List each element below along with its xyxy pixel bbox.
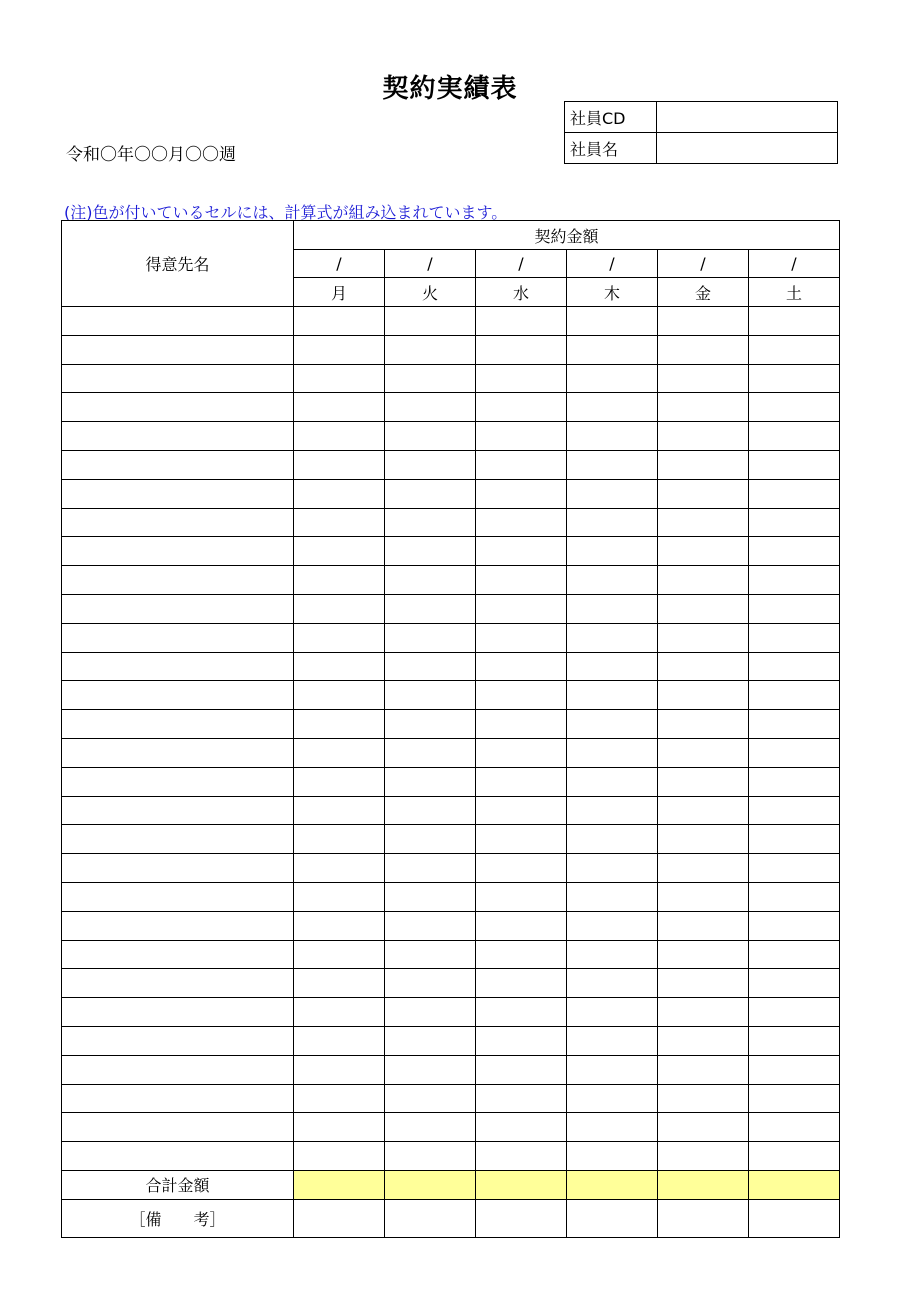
amount-cell[interactable] [749, 1055, 840, 1084]
amount-cell[interactable] [385, 393, 476, 422]
amount-cell[interactable] [749, 1142, 840, 1171]
amount-cell[interactable] [385, 537, 476, 566]
amount-cell[interactable] [658, 422, 749, 451]
amount-cell[interactable] [294, 537, 385, 566]
amount-cell[interactable] [476, 623, 567, 652]
client-name-cell[interactable] [62, 854, 294, 883]
table-row [62, 508, 840, 537]
amount-cell[interactable] [294, 508, 385, 537]
client-name-cell[interactable] [62, 364, 294, 393]
amount-cell[interactable] [476, 940, 567, 969]
date-cell[interactable]: / [294, 250, 385, 278]
amount-cell[interactable] [567, 911, 658, 940]
table-row [62, 307, 840, 336]
amount-cell[interactable] [294, 594, 385, 623]
amount-cell[interactable] [567, 825, 658, 854]
client-name-cell[interactable] [62, 1055, 294, 1084]
amount-cell[interactable] [749, 393, 840, 422]
amount-cell[interactable] [658, 307, 749, 336]
amount-cell[interactable] [476, 652, 567, 681]
amount-cell[interactable] [658, 450, 749, 479]
table-row [62, 940, 840, 969]
amount-cell[interactable] [749, 825, 840, 854]
total-row [62, 1170, 840, 1199]
client-name-cell[interactable] [62, 969, 294, 998]
amount-cell[interactable] [567, 307, 658, 336]
amount-cell[interactable] [658, 1142, 749, 1171]
client-name-cell[interactable] [62, 479, 294, 508]
amount-cell[interactable] [749, 969, 840, 998]
table-row [62, 479, 840, 508]
amount-cell[interactable] [476, 537, 567, 566]
amount-cell[interactable] [749, 422, 840, 451]
amount-cell[interactable] [567, 767, 658, 796]
client-name-cell[interactable] [62, 566, 294, 595]
table-row [62, 681, 840, 710]
contract-table [61, 220, 840, 1238]
amount-cell[interactable] [385, 450, 476, 479]
table-row [62, 767, 840, 796]
client-name-cell[interactable] [62, 796, 294, 825]
client-name-cell[interactable] [62, 1113, 294, 1142]
amount-cell[interactable] [385, 767, 476, 796]
amount-cell[interactable] [294, 825, 385, 854]
amount-cell[interactable] [567, 998, 658, 1027]
total-label: 合計金額 [62, 1170, 294, 1199]
amount-cell[interactable] [658, 825, 749, 854]
amount-cell[interactable] [294, 998, 385, 1027]
table-row [62, 335, 840, 364]
amount-cell[interactable] [476, 1113, 567, 1142]
amount-cell[interactable] [476, 767, 567, 796]
amount-cell[interactable] [567, 422, 658, 451]
amount-cell[interactable] [658, 969, 749, 998]
amount-cell[interactable] [658, 854, 749, 883]
amount-cell[interactable] [749, 594, 840, 623]
client-name-cell[interactable] [62, 537, 294, 566]
table-row [62, 623, 840, 652]
amount-cell[interactable] [294, 1142, 385, 1171]
client-name-cell[interactable] [62, 767, 294, 796]
amount-cell[interactable] [658, 566, 749, 595]
table-row [62, 738, 840, 767]
amount-cell[interactable] [658, 940, 749, 969]
amount-cell[interactable] [294, 422, 385, 451]
amount-cell[interactable] [476, 1055, 567, 1084]
amount-cell[interactable] [385, 911, 476, 940]
amount-cell[interactable] [658, 1113, 749, 1142]
amount-cell[interactable] [567, 969, 658, 998]
table-row [62, 422, 840, 451]
amount-cell[interactable] [385, 1055, 476, 1084]
amount-cell[interactable] [385, 652, 476, 681]
day-header: 水 [476, 278, 567, 307]
amount-cell[interactable] [385, 882, 476, 911]
amount-cell[interactable] [658, 508, 749, 537]
amount-cell[interactable] [567, 393, 658, 422]
amount-cell[interactable] [749, 738, 840, 767]
total-amount-cell [658, 1170, 749, 1199]
table-row [62, 1026, 840, 1055]
amount-cell[interactable] [294, 307, 385, 336]
amount-cell[interactable] [567, 854, 658, 883]
amount-cell[interactable] [658, 738, 749, 767]
client-name-cell[interactable] [62, 652, 294, 681]
table-row [62, 1055, 840, 1084]
amount-cell[interactable] [567, 1026, 658, 1055]
amount-cell[interactable] [567, 566, 658, 595]
amount-cell[interactable] [385, 1142, 476, 1171]
total-amount-cell [385, 1170, 476, 1199]
amount-cell[interactable] [658, 623, 749, 652]
amount-cell[interactable] [658, 1026, 749, 1055]
amount-cell[interactable] [749, 307, 840, 336]
amount-cell[interactable] [294, 681, 385, 710]
amount-cell[interactable] [385, 1113, 476, 1142]
table-row [62, 1142, 840, 1171]
client-name-cell[interactable] [62, 710, 294, 739]
amount-cell[interactable] [749, 479, 840, 508]
amount-cell[interactable] [294, 479, 385, 508]
amount-cell[interactable] [749, 767, 840, 796]
amount-cell[interactable] [476, 969, 567, 998]
amount-cell[interactable] [567, 1142, 658, 1171]
amount-cell[interactable] [749, 1026, 840, 1055]
amount-cell[interactable] [385, 479, 476, 508]
amount-cell[interactable] [749, 1084, 840, 1113]
employee-name-label: 社員名 [565, 133, 657, 164]
amount-cell[interactable] [749, 854, 840, 883]
table-row [62, 969, 840, 998]
amount-cell[interactable] [749, 940, 840, 969]
date-cell[interactable]: / [476, 250, 567, 278]
amount-cell[interactable] [567, 1055, 658, 1084]
amount-cell[interactable] [385, 940, 476, 969]
table-row [62, 594, 840, 623]
amount-cell[interactable] [567, 940, 658, 969]
remark-label: ［備 考］ [62, 1199, 294, 1237]
amount-cell[interactable] [476, 307, 567, 336]
client-name-cell[interactable] [62, 998, 294, 1027]
amount-cell[interactable] [658, 537, 749, 566]
day-header: 土 [749, 278, 840, 307]
table-row [62, 393, 840, 422]
amount-cell[interactable] [658, 911, 749, 940]
amount-cell[interactable] [476, 738, 567, 767]
formula-note: (注)色が付いているセルには、計算式が組み込まれています。 [64, 203, 508, 222]
client-name-cell[interactable] [62, 738, 294, 767]
amount-cell[interactable] [749, 681, 840, 710]
amount-cell[interactable] [476, 796, 567, 825]
amount-cell[interactable] [294, 911, 385, 940]
remark-cell[interactable] [567, 1199, 658, 1237]
amount-cell[interactable] [658, 393, 749, 422]
amount-cell[interactable] [658, 681, 749, 710]
client-name-cell[interactable] [62, 335, 294, 364]
table-row [62, 364, 840, 393]
amount-cell[interactable] [749, 911, 840, 940]
amount-cell[interactable] [476, 854, 567, 883]
table-row [62, 796, 840, 825]
amount-cell[interactable] [476, 998, 567, 1027]
amount-cell[interactable] [567, 738, 658, 767]
amount-cell[interactable] [294, 1026, 385, 1055]
amount-cell[interactable] [385, 854, 476, 883]
table-row [62, 882, 840, 911]
day-header: 月 [294, 278, 385, 307]
client-name-cell[interactable] [62, 681, 294, 710]
client-name-cell[interactable] [62, 825, 294, 854]
client-name-cell[interactable] [62, 422, 294, 451]
amount-cell[interactable] [476, 422, 567, 451]
date-cell[interactable]: / [567, 250, 658, 278]
total-amount-cell [476, 1170, 567, 1199]
day-header: 金 [658, 278, 749, 307]
amount-cell[interactable] [658, 1055, 749, 1084]
total-amount-cell [294, 1170, 385, 1199]
amount-cell[interactable] [385, 796, 476, 825]
amount-cell[interactable] [658, 335, 749, 364]
amount-cell[interactable] [658, 479, 749, 508]
amount-cell[interactable] [567, 1084, 658, 1113]
amount-cell[interactable] [294, 738, 385, 767]
amount-cell[interactable] [658, 594, 749, 623]
amount-cell[interactable] [385, 969, 476, 998]
client-name-cell[interactable] [62, 1142, 294, 1171]
table-row [62, 825, 840, 854]
amount-cell[interactable] [476, 393, 567, 422]
amount-cell[interactable] [476, 710, 567, 739]
amount-cell[interactable] [294, 882, 385, 911]
amount-cell[interactable] [567, 537, 658, 566]
amount-cell[interactable] [476, 450, 567, 479]
amount-cell[interactable] [476, 335, 567, 364]
amount-cell[interactable] [476, 681, 567, 710]
amount-cell[interactable] [294, 364, 385, 393]
client-name-cell[interactable] [62, 1026, 294, 1055]
amount-cell[interactable] [749, 1113, 840, 1142]
client-name-cell[interactable] [62, 393, 294, 422]
amount-cell[interactable] [476, 479, 567, 508]
amount-cell[interactable] [658, 998, 749, 1027]
date-cell[interactable]: / [658, 250, 749, 278]
amount-cell[interactable] [385, 594, 476, 623]
date-line: 令和〇年〇〇月〇〇週 [66, 145, 236, 165]
amount-cell[interactable] [476, 882, 567, 911]
amount-cell[interactable] [294, 450, 385, 479]
table-row [62, 911, 840, 940]
amount-cell[interactable] [476, 825, 567, 854]
page-title: 契約実績表 [382, 74, 518, 104]
amount-cell[interactable] [567, 710, 658, 739]
amount-cell[interactable] [294, 1113, 385, 1142]
amount-cell[interactable] [658, 767, 749, 796]
amount-cell[interactable] [749, 796, 840, 825]
client-name-header: 得意先名 [62, 221, 294, 307]
client-name-cell[interactable] [62, 882, 294, 911]
amount-cell[interactable] [385, 566, 476, 595]
amount-cell[interactable] [749, 710, 840, 739]
table-row [62, 652, 840, 681]
employee-name-field[interactable] [657, 133, 838, 164]
table-row [62, 710, 840, 739]
amount-cell[interactable] [567, 364, 658, 393]
day-header: 火 [385, 278, 476, 307]
table-row [62, 854, 840, 883]
amount-cell[interactable] [567, 508, 658, 537]
amount-cell[interactable] [749, 652, 840, 681]
client-name-cell[interactable] [62, 1084, 294, 1113]
amount-cell[interactable] [294, 623, 385, 652]
amount-cell[interactable] [567, 450, 658, 479]
amount-cell[interactable] [294, 767, 385, 796]
amount-cell[interactable] [658, 796, 749, 825]
amount-cell[interactable] [385, 710, 476, 739]
client-name-cell[interactable] [62, 594, 294, 623]
amount-cell[interactable] [294, 940, 385, 969]
amount-cell[interactable] [385, 1084, 476, 1113]
amount-cell[interactable] [294, 566, 385, 595]
amount-cell[interactable] [749, 450, 840, 479]
amount-cell[interactable] [385, 681, 476, 710]
amount-cell[interactable] [476, 1142, 567, 1171]
amount-cell[interactable] [749, 508, 840, 537]
amount-cell[interactable] [749, 335, 840, 364]
table-row [62, 566, 840, 595]
amount-cell[interactable] [294, 335, 385, 364]
remark-cell[interactable] [476, 1199, 567, 1237]
client-name-cell[interactable] [62, 911, 294, 940]
table-row [62, 1084, 840, 1113]
amount-cell[interactable] [567, 652, 658, 681]
amount-cell[interactable] [749, 566, 840, 595]
employee-id-field[interactable] [657, 102, 838, 133]
amount-cell[interactable] [567, 1113, 658, 1142]
amount-cell[interactable] [749, 623, 840, 652]
amount-cell[interactable] [294, 652, 385, 681]
amount-cell[interactable] [749, 364, 840, 393]
amount-cell[interactable] [658, 710, 749, 739]
table-row [62, 998, 840, 1027]
amount-cell[interactable] [385, 422, 476, 451]
client-name-cell[interactable] [62, 450, 294, 479]
client-name-cell[interactable] [62, 508, 294, 537]
remark-cell[interactable] [658, 1199, 749, 1237]
amount-cell[interactable] [749, 882, 840, 911]
contract-amount-header: 契約金額 [294, 221, 840, 250]
amount-cell[interactable] [658, 882, 749, 911]
amount-cell[interactable] [476, 911, 567, 940]
amount-cell[interactable] [567, 594, 658, 623]
amount-cell[interactable] [385, 508, 476, 537]
remark-cell[interactable] [385, 1199, 476, 1237]
amount-cell[interactable] [294, 393, 385, 422]
amount-cell[interactable] [476, 566, 567, 595]
amount-cell[interactable] [567, 335, 658, 364]
amount-cell[interactable] [294, 796, 385, 825]
amount-cell[interactable] [385, 998, 476, 1027]
amount-cell[interactable] [658, 1084, 749, 1113]
amount-cell[interactable] [385, 307, 476, 336]
amount-cell[interactable] [567, 479, 658, 508]
table-row [62, 1113, 840, 1142]
amount-cell[interactable] [567, 623, 658, 652]
date-cell[interactable]: / [749, 250, 840, 278]
total-amount-cell [749, 1170, 840, 1199]
amount-cell[interactable] [749, 537, 840, 566]
amount-cell[interactable] [385, 738, 476, 767]
amount-cell[interactable] [476, 1084, 567, 1113]
table-row [62, 537, 840, 566]
table-row [62, 450, 840, 479]
amount-cell[interactable] [385, 825, 476, 854]
amount-cell[interactable] [385, 335, 476, 364]
amount-cell[interactable] [385, 1026, 476, 1055]
client-name-cell[interactable] [62, 940, 294, 969]
amount-cell[interactable] [749, 998, 840, 1027]
date-cell[interactable]: / [385, 250, 476, 278]
amount-cell[interactable] [476, 508, 567, 537]
amount-cell[interactable] [476, 594, 567, 623]
employee-id-label: 社員CD [565, 102, 657, 133]
client-name-cell[interactable] [62, 623, 294, 652]
amount-cell[interactable] [658, 364, 749, 393]
amount-cell[interactable] [476, 1026, 567, 1055]
amount-cell[interactable] [385, 623, 476, 652]
day-header: 木 [567, 278, 658, 307]
amount-cell[interactable] [658, 652, 749, 681]
amount-cell[interactable] [567, 796, 658, 825]
amount-cell[interactable] [567, 681, 658, 710]
employee-info-box [564, 101, 838, 164]
amount-cell[interactable] [385, 364, 476, 393]
amount-cell[interactable] [294, 854, 385, 883]
client-name-cell[interactable] [62, 307, 294, 336]
amount-cell[interactable] [294, 1084, 385, 1113]
amount-cell[interactable] [476, 364, 567, 393]
amount-cell[interactable] [294, 710, 385, 739]
remark-cell[interactable] [294, 1199, 385, 1237]
amount-cell[interactable] [294, 1055, 385, 1084]
remark-cell[interactable] [749, 1199, 840, 1237]
total-amount-cell [567, 1170, 658, 1199]
amount-cell[interactable] [567, 882, 658, 911]
amount-cell[interactable] [294, 969, 385, 998]
remark-row [62, 1199, 840, 1237]
